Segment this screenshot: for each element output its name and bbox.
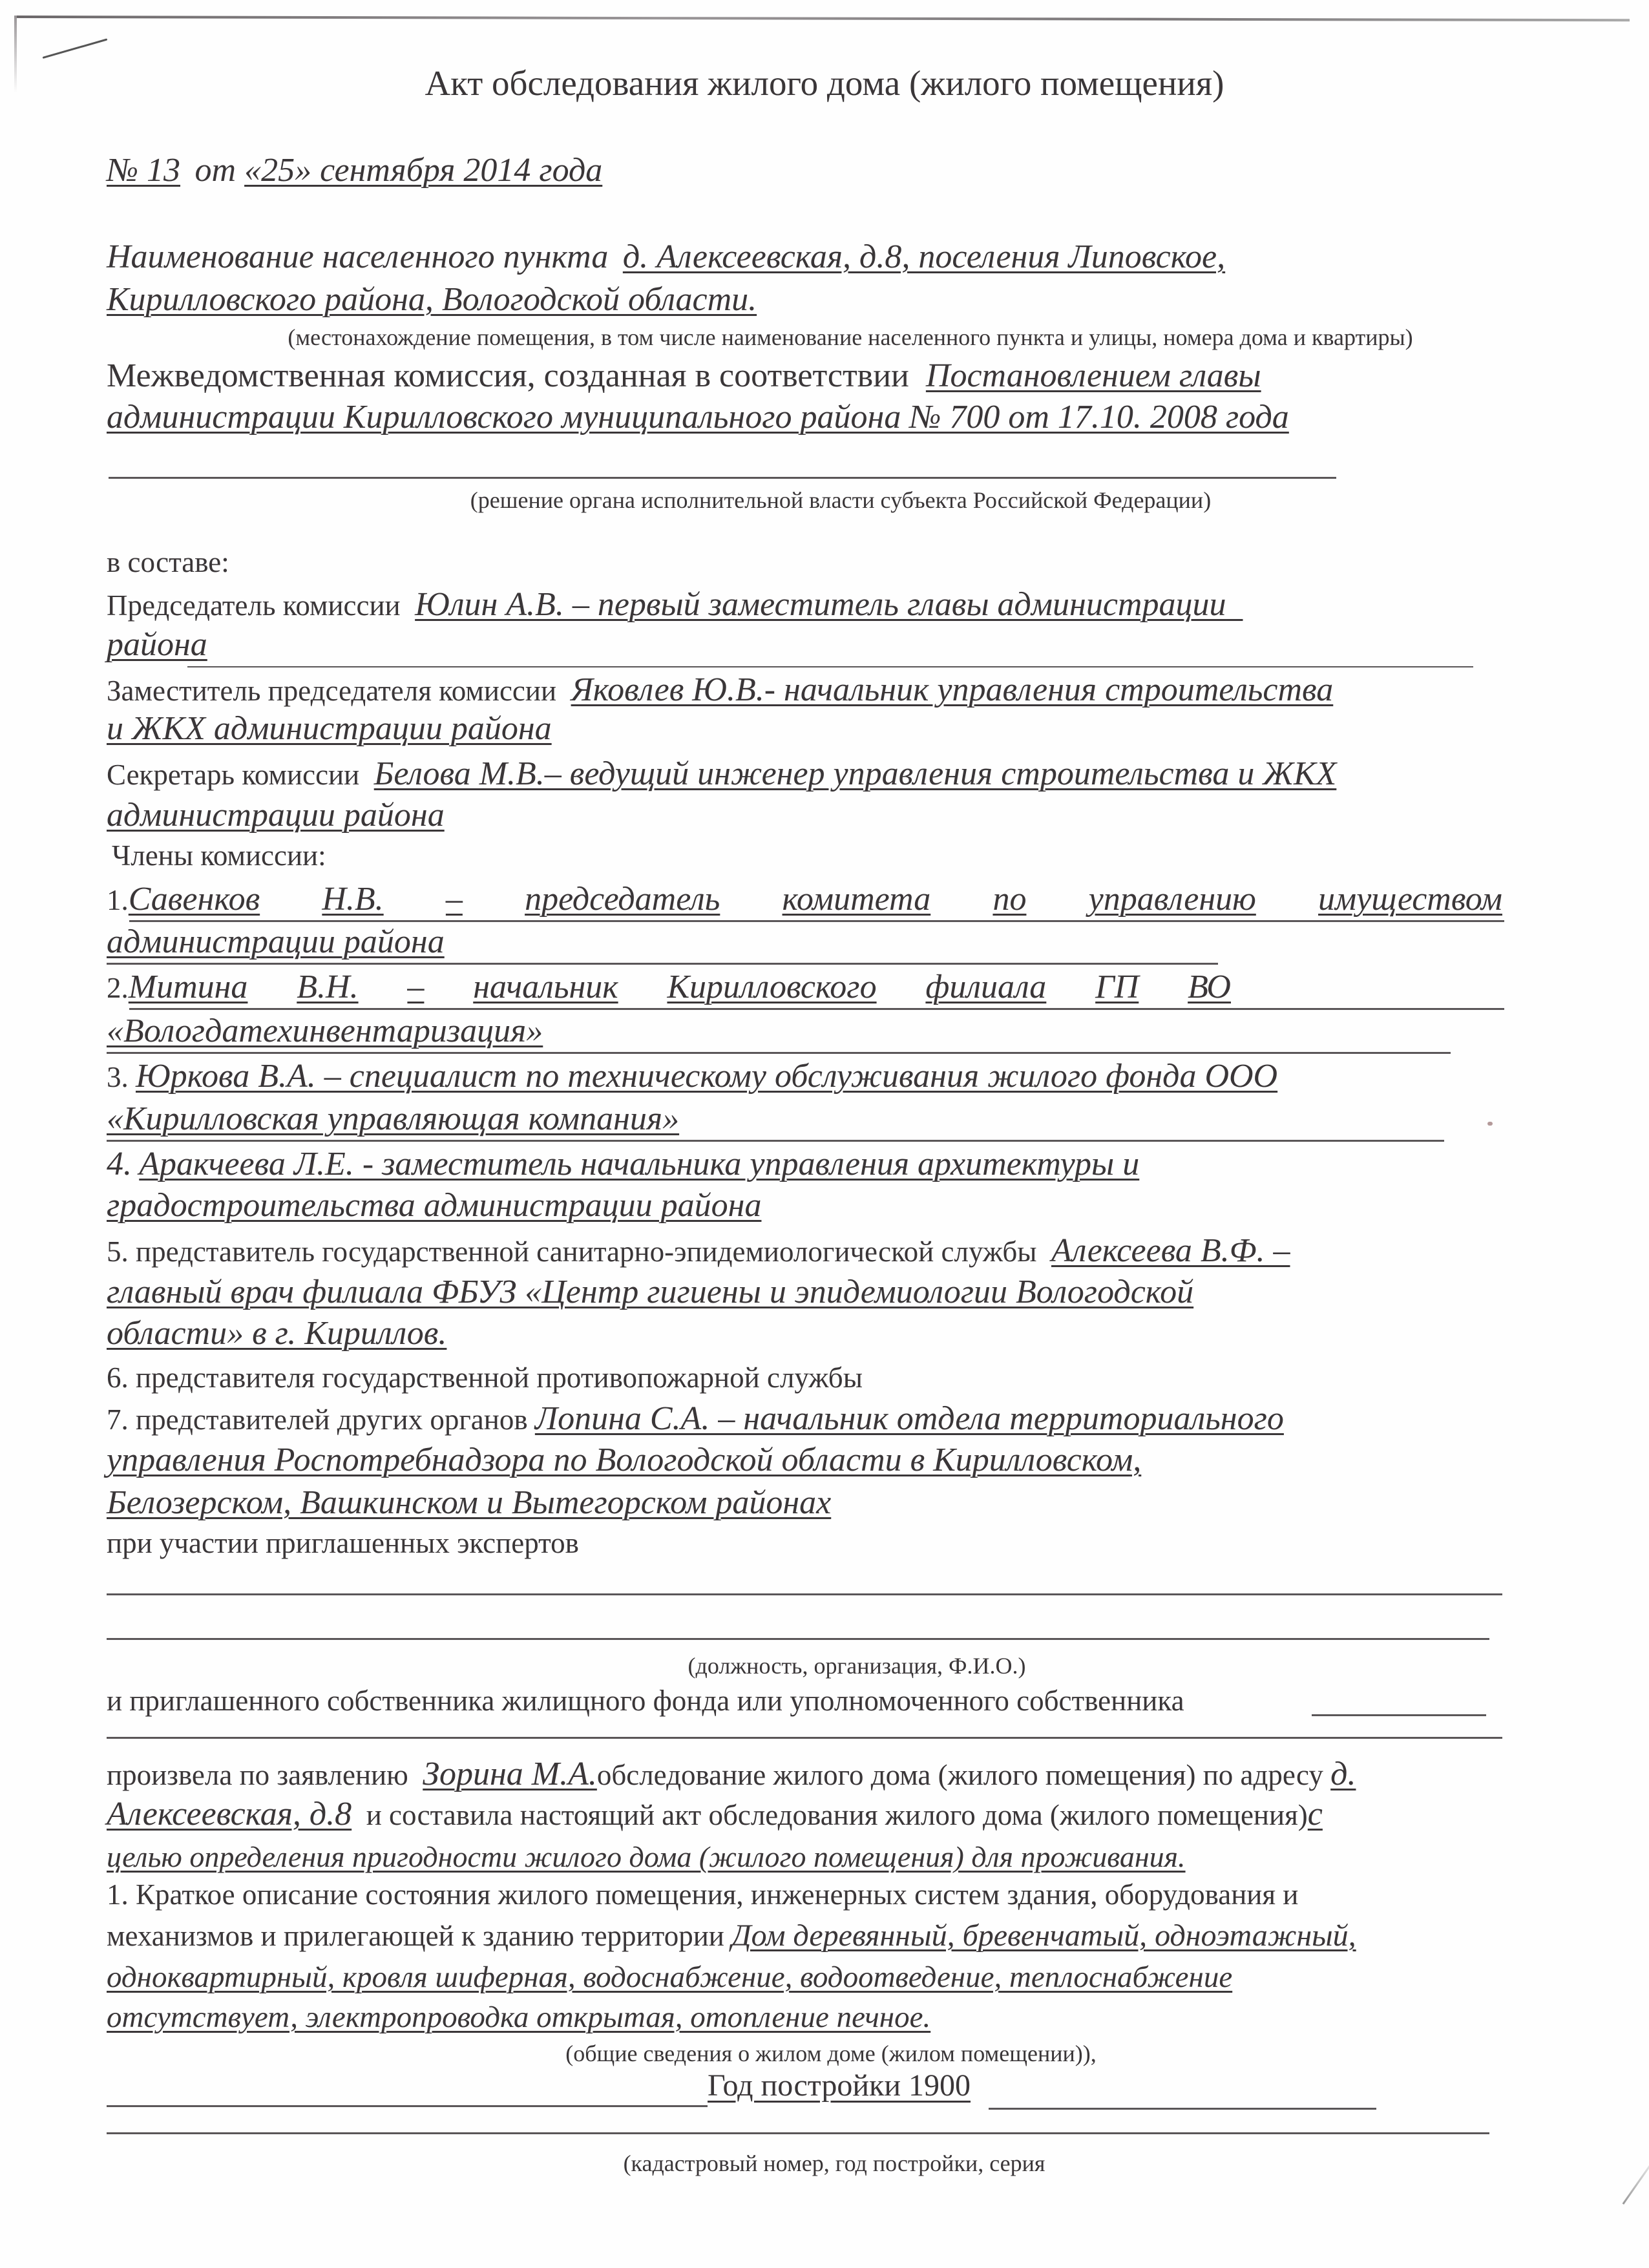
member-word: –: [407, 969, 425, 1005]
member-2-line-2: [107, 1013, 543, 1050]
owner-blank-rule[interactable]: [1312, 1714, 1486, 1716]
secretary-value-2: администрации района: [107, 797, 445, 834]
deputy-value-2: и ЖКХ администрации района: [107, 710, 552, 747]
chairman-line-1: [107, 587, 1243, 624]
survey-purpose-1: с: [1307, 1796, 1323, 1832]
chairman-label: Председатель комиссии: [107, 589, 401, 622]
member-7-line-2: [107, 1442, 1141, 1479]
deputy-line-2: [107, 711, 552, 748]
description-label-2: механизмов и прилегающей к зданию территории: [107, 1920, 724, 1952]
description-line-3: [107, 1959, 1232, 1995]
experts-blank-rule-2[interactable]: [107, 1638, 1489, 1640]
member-word: –: [445, 881, 463, 918]
members-label: Члены комиссии:: [112, 839, 326, 872]
member-word: филиала: [925, 969, 1047, 1005]
chairman-line-2: [107, 627, 207, 664]
blank-rule: [109, 477, 1336, 479]
year-built-line: [708, 2068, 971, 2104]
member-4-line-1: [107, 1146, 1139, 1183]
deputy-line-1: [107, 672, 1333, 709]
commission-line-1: [107, 358, 1261, 394]
act-date: «25» сентября 2014 года: [244, 152, 603, 189]
year-rule-right: [989, 2108, 1376, 2110]
description-value-1: Дом деревянный, бревенчатый, одноэтажный,: [731, 1918, 1356, 1953]
member-5-value-2: главный врач филиала ФБУЗ «Центр гигиены и эпидемиологии Вологодской: [107, 1274, 1194, 1310]
underline-pad: [1226, 586, 1243, 623]
member-word: ВО: [1188, 969, 1231, 1005]
document-title: Акт обследования жилого дома (жилого помещения): [425, 63, 1224, 103]
commission-caption: (решение органа исполнительной власти субъекта Российской Федерации): [470, 487, 1212, 513]
underline-rule: [107, 1140, 1444, 1142]
member-number: 3.: [107, 1061, 129, 1093]
survey-text-3: и составила настоящий акт обследования жилого дома (жилого помещения): [366, 1799, 1308, 1831]
locality-line-2: [107, 282, 757, 319]
member-7-value-1: Лопина С.А. – начальник отдела территориального: [534, 1400, 1284, 1437]
commission-line-2: [107, 399, 1289, 436]
locality-label: Наименование населенного пункта: [107, 238, 609, 275]
member-6-label: представителя государственной противопожарной службы: [136, 1361, 863, 1394]
underline-rule: [129, 1008, 1504, 1010]
owner-label: и приглашенного собственника жилищного фонда или уполномоченного собственника: [107, 1685, 1184, 1717]
pen-mark: [43, 38, 108, 59]
member-word: начальник: [473, 969, 618, 1005]
survey-purpose-2: целью определения пригодности жилого дома (жилого помещения) для проживания.: [107, 1840, 1186, 1873]
member-2-first: [107, 969, 247, 1006]
member-4-line-2: [107, 1188, 761, 1224]
member-1-line-2: [107, 924, 445, 961]
locality-caption: (местонахождение помещения, в том числе наименование населенного пункта и улицы, номера дома и квартиры): [288, 324, 1413, 350]
member-number: 5.: [107, 1235, 129, 1268]
secretary-line-1: [107, 756, 1336, 793]
experts-blank-rule-1[interactable]: [107, 1593, 1502, 1595]
chairman-value-2: района: [107, 626, 207, 663]
survey-text-2: обследование жилого дома (жилого помещения) по адресу: [596, 1759, 1323, 1791]
member-number: 2.: [107, 972, 129, 1004]
member-3-value-1: Юркова В.А. – специалист по техническому обслуживания жилого фонда ООО: [136, 1058, 1278, 1095]
member-3-line-2: [107, 1101, 679, 1138]
deputy-value-1: Яковлев Ю.В.- начальник управления строительства: [571, 671, 1334, 708]
member-number: 1.: [107, 884, 129, 916]
act-number-line: [107, 152, 602, 189]
description-caption: (общие сведения о жилом доме (жилом помещении)),: [565, 2041, 1097, 2066]
underline-rule: [107, 1052, 1451, 1054]
member-3-line-1: [107, 1058, 1277, 1095]
member-2-value-2: «Вологдатехинвентаризация»: [107, 1013, 543, 1049]
member-word: комитета: [782, 881, 931, 918]
member-4-value-1: Аракчеева Л.Е. - заместитель начальника управления архитектуры и: [139, 1146, 1140, 1182]
locality-value-2: Кирилловского района, Вологодской области.: [107, 281, 757, 318]
year-built: Год постройки 1900: [708, 2068, 971, 2103]
member-word: Митина: [128, 969, 248, 1005]
act-date-prefix: от: [194, 152, 245, 189]
cadastral-caption: (кадастровый номер, год постройки, серия: [623, 2150, 1045, 2176]
member-word: управлению: [1088, 881, 1256, 918]
member-1-first: [107, 881, 260, 918]
description-line-2: [107, 1918, 1356, 1954]
chairman-value-1: Юлин А.В. – первый заместитель главы администрации: [415, 586, 1226, 623]
member-2-justified: [107, 969, 1231, 1006]
blank-rule: [187, 666, 1473, 667]
member-5-line-3: [107, 1316, 446, 1352]
scan-speck: [1487, 1122, 1493, 1126]
member-6-line: [107, 1360, 863, 1396]
survey-text-1: произвела по заявлению: [107, 1759, 408, 1791]
commission-value-2: администрации Кирилловского муниципального района № 700 от 17.10. 2008 года: [107, 399, 1289, 436]
commission-value-1: Постановлением главы: [925, 357, 1261, 394]
member-4-value-2: градостроительства администрации района: [107, 1187, 762, 1224]
member-word: ГП: [1095, 969, 1139, 1005]
survey-line-3: [107, 1839, 1186, 1875]
member-2-line-1: [107, 969, 1231, 1006]
member-word: имуществом: [1318, 881, 1502, 918]
survey-line-1: [107, 1756, 1356, 1793]
locality-line-1: [107, 239, 1225, 276]
member-word: Савенков: [128, 881, 260, 918]
member-5-value-1: Алексеева В.Ф. –: [1051, 1232, 1290, 1269]
underline-rule: [107, 963, 1218, 965]
member-7-label: представителей других органов: [136, 1403, 528, 1436]
survey-address-1: д.: [1330, 1756, 1356, 1792]
member-5-label: представитель государственной санитарно-эпидемиологической службы: [136, 1235, 1037, 1268]
member-1-line-1: [107, 881, 1502, 918]
member-1-value-2: администрации района: [107, 923, 445, 960]
member-word: Кирилловского: [667, 969, 877, 1005]
experts-caption: (должность, организация, Ф.И.О.): [688, 1653, 1026, 1679]
member-word: по: [993, 881, 1027, 918]
description-line-4: [107, 1999, 930, 2035]
member-word: председатель: [525, 881, 720, 918]
experts-label: при участии приглашенных экспертов: [107, 1527, 579, 1559]
member-7-value-3: Белозерском, Вашкинском и Вытегорском районах: [107, 1484, 832, 1521]
member-3-value-2: «Кирилловская управляющая компания»: [107, 1100, 680, 1137]
member-7-line-1: [107, 1401, 1284, 1438]
member-number: 7.: [107, 1403, 129, 1436]
member-number: 4.: [107, 1146, 132, 1182]
act-number: № 13: [107, 152, 181, 189]
owner-blank-rule-2[interactable]: [107, 1737, 1502, 1739]
secretary-label: Секретарь комиссии: [107, 759, 360, 791]
year-rule-left: [107, 2105, 708, 2107]
description-value-2: одноквартирный, кровля шиферная, водоснабжение, водоотведение, теплоснабжение: [107, 1960, 1233, 1994]
survey-applicant: Зорина М.А.: [423, 1756, 597, 1792]
member-5-line-1: [107, 1233, 1290, 1270]
member-5-line-2: [107, 1274, 1193, 1311]
member-7-line-3: [107, 1485, 831, 1522]
description-value-3: отсутствует, электропроводка открытая, отопление печное.: [107, 2000, 931, 2034]
secretary-line-2: [107, 797, 445, 834]
survey-address-2: Алексеевская, д.8: [107, 1796, 352, 1832]
member-number: 6.: [107, 1361, 129, 1394]
member-5-value-3: области» в г. Кириллов.: [107, 1315, 447, 1352]
member-1-justified: [107, 881, 1502, 918]
member-word: Н.В.: [322, 881, 384, 918]
cadastral-blank-rule[interactable]: [107, 2132, 1489, 2134]
underline-rule: [129, 920, 1504, 922]
commission-label: Межведомственная комиссия, созданная в соответствии: [107, 357, 909, 394]
composition-label: в составе:: [107, 546, 229, 578]
member-word: В.Н.: [297, 969, 359, 1005]
survey-line-2: [107, 1796, 1323, 1833]
locality-value-1: д. Алексеевская, д.8, поселения Липовское,: [622, 238, 1226, 275]
member-7-value-2: управления Роспотребнадзора по Вологодской области в Кирилловском,: [107, 1442, 1142, 1478]
deputy-label: Заместитель председателя комиссии: [107, 675, 557, 707]
page-edge: [14, 16, 1630, 21]
description-label-1: 1. Краткое описание состояния жилого помещения, инженерных систем здания, оборудования и: [107, 1878, 1299, 1911]
secretary-value-1: Белова М.В.– ведущий инженер управления строительства и ЖКХ: [373, 755, 1337, 792]
